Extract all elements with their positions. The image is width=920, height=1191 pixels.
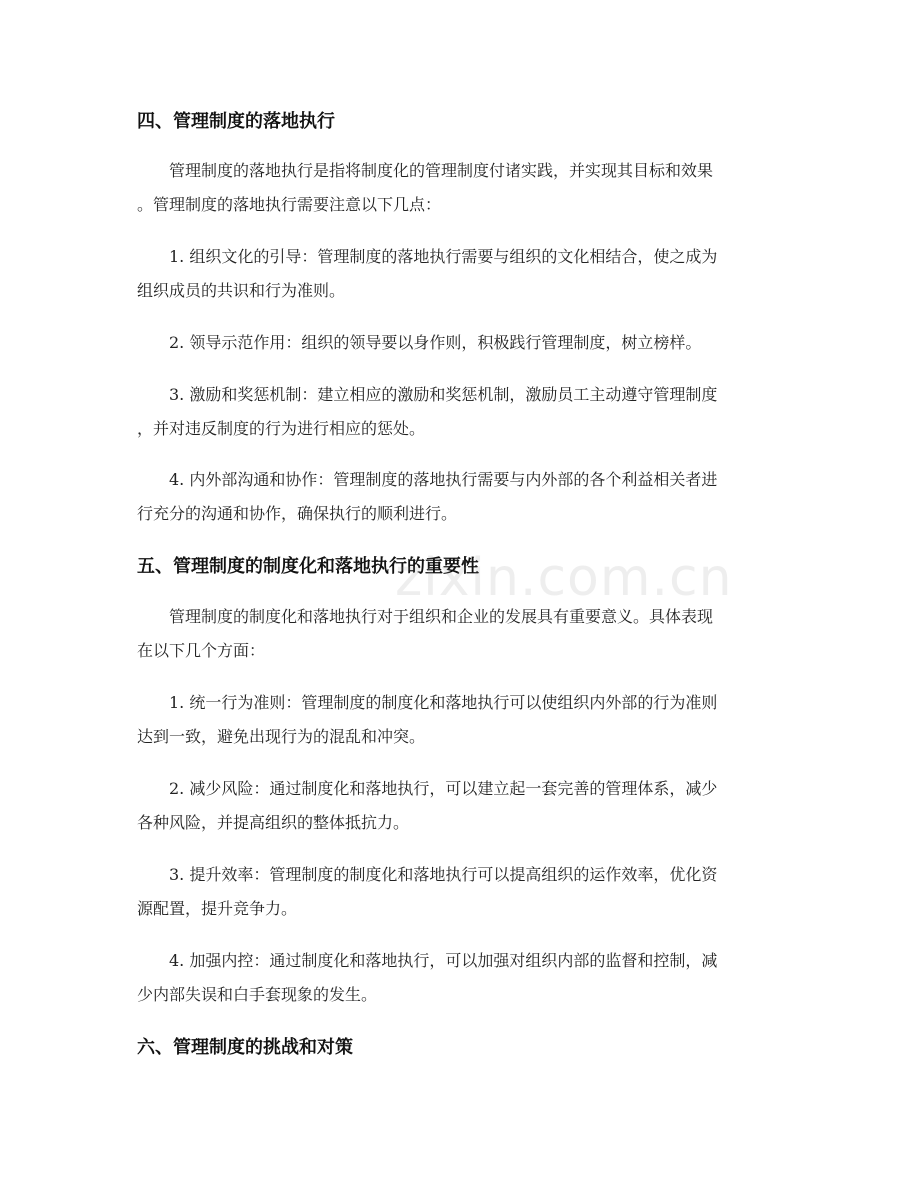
watermark-text: zixin.com.cn [395, 548, 733, 608]
text-line: 4. 内外部沟通和协作：管理制度的落地执行需要与内外部的各个利益相关者进 [169, 470, 718, 489]
section-4-item-3 [137, 378, 797, 446]
text-line: 2. 减少风险：通过制度化和落地执行，可以建立起一套完善的管理体系，减少 [169, 779, 718, 798]
text-line: 行充分的沟通和协作，确保执行的顺利进行。 [137, 504, 458, 523]
text-line: 组织成员的共识和行为准则。 [137, 281, 346, 300]
section-4-item-4 [137, 463, 797, 531]
text-line: 1. 组织文化的引导：管理制度的落地执行需要与组织的文化相结合，使之成为 [169, 247, 718, 266]
section-5-item-2 [137, 772, 797, 840]
text-line: 管理制度的落地执行是指将制度化的管理制度付诸实践，并实现其目标和效果 [169, 161, 714, 180]
section-4-item-1 [137, 240, 797, 308]
text-line: 3. 激励和奖惩机制：建立相应的激励和奖惩机制，激励员工主动遵守管理制度 [169, 385, 718, 404]
section-5-intro [137, 600, 797, 668]
text-line: 少内部失误和白手套现象的发生。 [137, 985, 378, 1004]
section-4-heading: 四、管理制度的落地执行 [137, 111, 335, 132]
text-line: 3. 提升效率：管理制度的制度化和落地执行可以提高组织的运作效率，优化资 [169, 865, 718, 884]
text-line: 管理制度的制度化和落地执行对于组织和企业的发展具有重要意义。具体表现 [169, 607, 714, 626]
text-line: ，并对违反制度的行为进行相应的惩处。 [137, 419, 426, 438]
text-line: 。管理制度的落地执行需要注意以下几点： [137, 195, 442, 214]
section-5-item-3 [137, 858, 797, 926]
text-line: 源配置，提升竞争力。 [137, 899, 298, 918]
text-line: 1. 统一行为准则：管理制度的制度化和落地执行可以使组织内外部的行为准则 [169, 693, 718, 712]
section-6-heading: 六、管理制度的挑战和对策 [137, 1037, 353, 1058]
text-line: 4. 加强内控：通过制度化和落地执行，可以加强对组织内部的监督和控制，减 [169, 951, 718, 970]
section-5-heading: 五、管理制度的制度化和落地执行的重要性 [137, 556, 479, 577]
section-4-intro [137, 154, 797, 222]
section-5-item-1 [137, 686, 797, 754]
text-line: 在以下几个方面： [137, 641, 266, 660]
text-line: 各种风险，并提高组织的整体抵抗力。 [137, 813, 410, 832]
text-line: 2. 领导示范作用：组织的领导要以身作则，积极践行管理制度，树立榜样。 [169, 333, 702, 352]
text-line: 达到一致，避免出现行为的混乱和冲突。 [137, 727, 426, 746]
section-5-item-4 [137, 944, 797, 1012]
section-4-item-2 [137, 326, 797, 360]
